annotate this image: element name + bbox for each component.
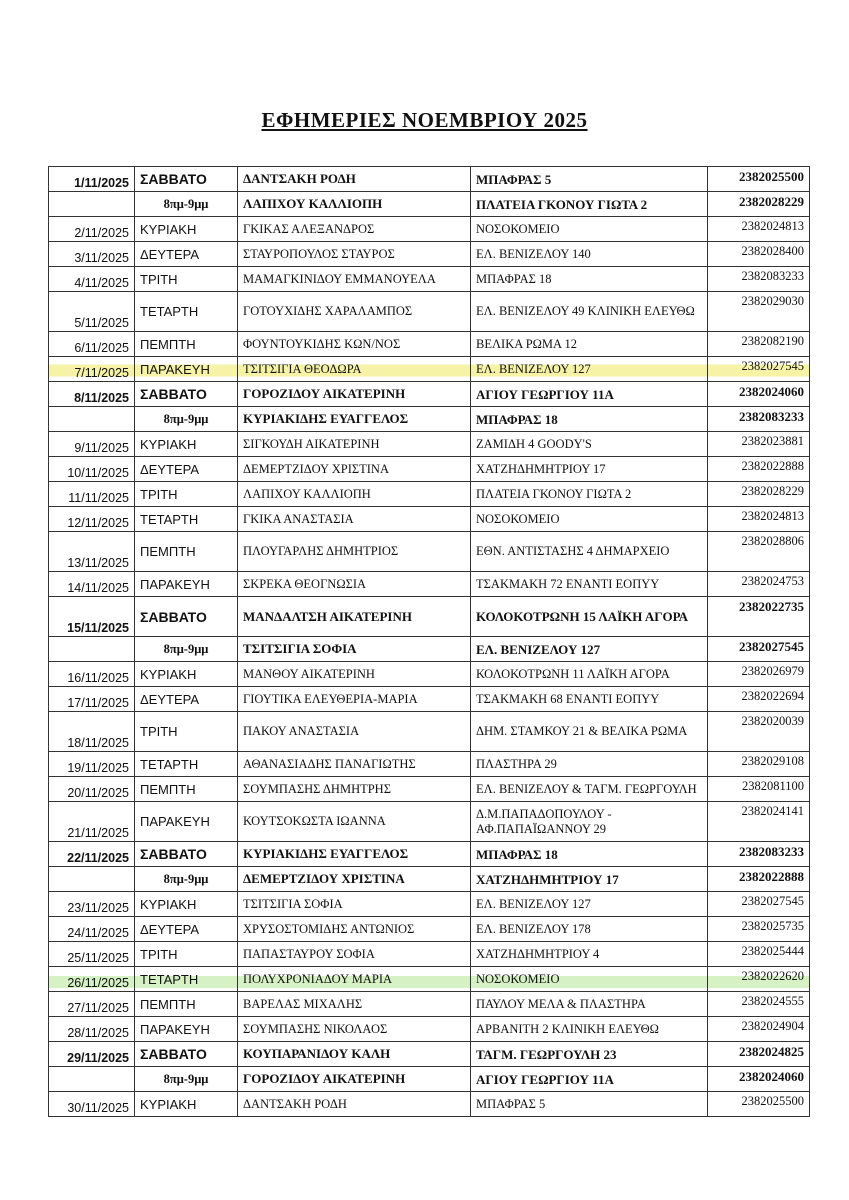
address-cell: ΔΗΜ. ΣΤΑΜΚΟΥ 21 & ΒΕΛΙΚΑ ΡΩΜΑ xyxy=(471,712,708,752)
day-cell: ΣΑΒΒΑΤΟ xyxy=(135,382,238,407)
table-row xyxy=(49,662,810,687)
date-cell: 24/11/2025 xyxy=(49,917,135,942)
table-row xyxy=(49,242,810,267)
day-cell: 8πμ-9μμ xyxy=(135,192,238,217)
pharmacist-name-cell: ΛΑΠΙΧΟΥ ΚΑΛΛΙΟΠΗ xyxy=(238,482,471,507)
day-cell: ΠΑΡΑΚΕΥΗ xyxy=(135,572,238,597)
pharmacist-name-cell: ΣΚΡΕΚΑ ΘΕΟΓΝΩΣΙΑ xyxy=(238,572,471,597)
date-cell: 25/11/2025 xyxy=(49,942,135,967)
table-row xyxy=(49,167,810,192)
address-cell: ΑΓΙΟΥ ΓΕΩΡΓΙΟΥ 11Α xyxy=(471,1067,708,1092)
pharmacist-name-cell: ΔΕΜΕΡΤΖΙΔΟΥ ΧΡΙΣΤΙΝΑ xyxy=(238,457,471,482)
phone-cell: 2382022888 xyxy=(708,867,810,892)
table-row xyxy=(49,457,810,482)
pharmacist-name-cell: ΔΑΝΤΣΑΚΗ ΡΟΔΗ xyxy=(238,167,471,192)
day-cell: ΤΕΤΑΡΤΗ xyxy=(135,507,238,532)
address-cell: ΜΠΑΦΡΑΣ 18 xyxy=(471,407,708,432)
pharmacist-name-cell: ΜΑΜΑΓΚΙΝΙΔΟΥ ΕΜΜΑΝΟΥΕΛΑ xyxy=(238,267,471,292)
date-cell xyxy=(49,1067,135,1092)
address-cell: ΒΕΛΙΚΑ ΡΩΜΑ 12 xyxy=(471,332,708,357)
pharmacist-name-cell: ΠΑΠΑΣΤΑΥΡΟΥ ΣΟΦΙΑ xyxy=(238,942,471,967)
phone-cell: 2382082190 xyxy=(708,332,810,357)
date-cell: 11/11/2025 xyxy=(49,482,135,507)
table-row xyxy=(49,267,810,292)
day-cell: ΤΕΤΑΡΤΗ xyxy=(135,967,238,992)
address-cell: ΜΠΑΦΡΑΣ 18 xyxy=(471,267,708,292)
address-cell: ΤΣΑΚΜΑΚΗ 72 ΕΝΑΝΤΙ ΕΟΠΥΥ xyxy=(471,572,708,597)
pharmacist-name-cell: ΔΕΜΕΡΤΖΙΔΟΥ ΧΡΙΣΤΙΝΑ xyxy=(238,867,471,892)
pharmacist-name-cell: ΠΟΛΥΧΡΟΝΙΑΔΟΥ ΜΑΡΙΑ xyxy=(238,967,471,992)
address-cell: ΧΑΤΖΗΔΗΜΗΤΡΙΟΥ 17 xyxy=(471,457,708,482)
table-row xyxy=(49,777,810,802)
table-row xyxy=(49,942,810,967)
day-cell: ΣΑΒΒΑΤΟ xyxy=(135,167,238,192)
date-cell: 10/11/2025 xyxy=(49,457,135,482)
address-cell: ΧΑΤΖΗΔΗΜΗΤΡΙΟΥ 17 xyxy=(471,867,708,892)
pharmacist-name-cell: ΓΟΤΟΥΧΙΔΗΣ ΧΑΡΑΛΑΜΠΟΣ xyxy=(238,292,471,332)
day-cell: ΣΑΒΒΑΤΟ xyxy=(135,842,238,867)
day-cell: ΚΥΡΙΑΚΗ xyxy=(135,1092,238,1117)
phone-cell: 2382027545 xyxy=(708,637,810,662)
address-cell: ΕΛ. ΒΕΝΙΖΕΛΟΥ & ΤΑΓΜ. ΓΕΩΡΓΟΥΛΗ xyxy=(471,777,708,802)
date-cell: 29/11/2025 xyxy=(49,1042,135,1067)
address-cell: ΠΛΑΤΕΙΑ ΓΚΟΝΟΥ ΓΙΩΤΑ 2 xyxy=(471,192,708,217)
pharmacist-name-cell: ΑΘΑΝΑΣΙΑΔΗΣ ΠΑΝΑΓΙΩΤΗΣ xyxy=(238,752,471,777)
date-cell: 14/11/2025 xyxy=(49,572,135,597)
date-cell: 3/11/2025 xyxy=(49,242,135,267)
phone-cell: 2382024813 xyxy=(708,217,810,242)
address-cell: ΕΛ. ΒΕΝΙΖΕΛΟΥ 140 xyxy=(471,242,708,267)
phone-cell: 2382022694 xyxy=(708,687,810,712)
table-row xyxy=(49,597,810,637)
pharmacist-name-cell: ΚΟΥΤΣΟΚΩΣΤΑ ΙΩΑΝΝΑ xyxy=(238,802,471,842)
pharmacist-name-cell: ΤΣΙΤΣΙΓΙΑ ΘΕΟΔΩΡΑ xyxy=(238,357,471,382)
address-cell: ΕΛ. ΒΕΝΙΖΕΛΟΥ 127 xyxy=(471,357,708,382)
date-cell: 6/11/2025 xyxy=(49,332,135,357)
pharmacist-name-cell: ΣΟΥΜΠΑΣΗΣ ΝΙΚΟΛΑΟΣ xyxy=(238,1017,471,1042)
table-row xyxy=(49,532,810,572)
table-row xyxy=(49,637,810,662)
address-cell: ΕΛ. ΒΕΝΙΖΕΛΟΥ 178 xyxy=(471,917,708,942)
table-row xyxy=(49,217,810,242)
date-cell: 4/11/2025 xyxy=(49,267,135,292)
pharmacist-name-cell: ΠΑΚΟΥ ΑΝΑΣΤΑΣΙΑ xyxy=(238,712,471,752)
address-cell: ΕΘΝ. ΑΝΤΙΣΤΑΣΗΣ 4 ΔΗΜΑΡΧΕΙΟ xyxy=(471,532,708,572)
pharmacist-name-cell: ΦΟΥΝΤΟΥΚΙΔΗΣ ΚΩΝ/ΝΟΣ xyxy=(238,332,471,357)
pharmacist-name-cell: ΣΙΓΚΟΥΔΗ ΑΙΚΑΤΕΡΙΝΗ xyxy=(238,432,471,457)
day-cell: ΚΥΡΙΑΚΗ xyxy=(135,892,238,917)
table-row xyxy=(49,992,810,1017)
address-cell: ΧΑΤΖΗΔΗΜΗΤΡΙΟΥ 4 xyxy=(471,942,708,967)
address-cell: ΕΛ. ΒΕΝΙΖΕΛΟΥ 49 ΚΛΙΝΙΚΗ ΕΛΕΥΘΩ xyxy=(471,292,708,332)
address-cell: ΚΟΛΟΚΟΤΡΩΝΗ 11 ΛΑΪΚΗ ΑΓΟΡΑ xyxy=(471,662,708,687)
pharmacist-name-cell: ΤΣΙΤΣΙΓΙΑ ΣΟΦΙΑ xyxy=(238,892,471,917)
day-cell: ΚΥΡΙΑΚΗ xyxy=(135,217,238,242)
table-row xyxy=(49,1017,810,1042)
table-row xyxy=(49,1067,810,1092)
address-cell: ΝΟΣΟΚΟΜΕΙΟ xyxy=(471,507,708,532)
address-cell: ΜΠΑΦΡΑΣ 18 xyxy=(471,842,708,867)
table-row xyxy=(49,967,810,992)
address-cell: Δ.Μ.ΠΑΠΑΔΟΠΟΥΛΟΥ - ΑΦ.ΠΑΠΑΪΩΑΝΝΟΥ 29 xyxy=(471,802,708,842)
phone-cell: 2382027545 xyxy=(708,892,810,917)
phone-cell: 2382024141 xyxy=(708,802,810,842)
table-row xyxy=(49,292,810,332)
pharmacist-name-cell: ΣΟΥΜΠΑΣΗΣ ΔΗΜΗΤΡΗΣ xyxy=(238,777,471,802)
phone-cell: 2382025735 xyxy=(708,917,810,942)
table-row xyxy=(49,867,810,892)
address-cell: ΕΛ. ΒΕΝΙΖΕΛΟΥ 127 xyxy=(471,892,708,917)
date-cell: 7/11/2025 xyxy=(49,357,135,382)
pharmacist-name-cell: ΚΥΡΙΑΚΙΔΗΣ ΕΥΑΓΓΕΛΟΣ xyxy=(238,407,471,432)
date-cell: 12/11/2025 xyxy=(49,507,135,532)
date-cell xyxy=(49,407,135,432)
address-cell: ΕΛ. ΒΕΝΙΖΕΛΟΥ 127 xyxy=(471,637,708,662)
table-row xyxy=(49,712,810,752)
day-cell: ΚΥΡΙΑΚΗ xyxy=(135,432,238,457)
date-cell: 21/11/2025 xyxy=(49,802,135,842)
table-row xyxy=(49,507,810,532)
pharmacist-name-cell: ΚΥΡΙΑΚΙΔΗΣ ΕΥΑΓΓΕΛΟΣ xyxy=(238,842,471,867)
address-cell: ΑΡΒΑΝΙΤΗ 2 ΚΛΙΝΙΚΗ ΕΛΕΥΘΩ xyxy=(471,1017,708,1042)
phone-cell: 2382024753 xyxy=(708,572,810,597)
pharmacist-name-cell: ΓΚΙΚΑ ΑΝΑΣΤΑΣΙΑ xyxy=(238,507,471,532)
day-cell: ΚΥΡΙΑΚΗ xyxy=(135,662,238,687)
phone-cell: 2382028229 xyxy=(708,482,810,507)
pharmacist-name-cell: ΤΣΙΤΣΙΓΙΑ ΣΟΦΙΑ xyxy=(238,637,471,662)
phone-cell: 2382022620 xyxy=(708,967,810,992)
date-cell: 20/11/2025 xyxy=(49,777,135,802)
pharmacist-name-cell: ΓΙΟΥΤΙΚΑ ΕΛΕΥΘΕΡΙΑ-ΜΑΡΙΑ xyxy=(238,687,471,712)
phone-cell: 2382028400 xyxy=(708,242,810,267)
table-row xyxy=(49,382,810,407)
day-cell: ΤΡΙΤΗ xyxy=(135,482,238,507)
table-row xyxy=(49,842,810,867)
address-cell: ΤΑΓΜ. ΓΕΩΡΓΟΥΛΗ 23 xyxy=(471,1042,708,1067)
address-cell: ΜΠΑΦΡΑΣ 5 xyxy=(471,1092,708,1117)
phone-cell: 2382024825 xyxy=(708,1042,810,1067)
date-cell: 9/11/2025 xyxy=(49,432,135,457)
pharmacist-name-cell: ΜΑΝΔΑΛΤΣΗ ΑΙΚΑΤΕΡΙΝΗ xyxy=(238,597,471,637)
pharmacist-name-cell: ΠΛΟΥΓΑΡΛΗΣ ΔΗΜΗΤΡΙΟΣ xyxy=(238,532,471,572)
address-cell: ΝΟΣΟΚΟΜΕΙΟ xyxy=(471,217,708,242)
day-cell: 8πμ-9μμ xyxy=(135,867,238,892)
day-cell: ΠΕΜΠΤΗ xyxy=(135,332,238,357)
pharmacist-name-cell: ΓΚΙΚΑΣ ΑΛΕΞΑΝΔΡΟΣ xyxy=(238,217,471,242)
day-cell: ΠΕΜΠΤΗ xyxy=(135,532,238,572)
phone-cell: 2382083233 xyxy=(708,407,810,432)
table-row xyxy=(49,892,810,917)
phone-cell: 2382029108 xyxy=(708,752,810,777)
address-cell: ΑΓΙΟΥ ΓΕΩΡΓΙΟΥ 11Α xyxy=(471,382,708,407)
pharmacist-name-cell: ΚΟΥΠΑΡΑΝΙΔΟΥ ΚΑΛΗ xyxy=(238,1042,471,1067)
date-cell xyxy=(49,867,135,892)
date-cell: 18/11/2025 xyxy=(49,712,135,752)
date-cell: 22/11/2025 xyxy=(49,842,135,867)
day-cell: ΤΡΙΤΗ xyxy=(135,942,238,967)
phone-cell: 2382024813 xyxy=(708,507,810,532)
date-cell: 13/11/2025 xyxy=(49,532,135,572)
day-cell: ΤΕΤΑΡΤΗ xyxy=(135,752,238,777)
date-cell xyxy=(49,637,135,662)
table-row xyxy=(49,917,810,942)
day-cell: ΔΕΥΤΕΡΑ xyxy=(135,457,238,482)
phone-cell: 2382027545 xyxy=(708,357,810,382)
phone-cell: 2382025500 xyxy=(708,1092,810,1117)
pharmacist-name-cell: ΧΡΥΣΟΣΤΟΜΙΔΗΣ ΑΝΤΩΝΙΟΣ xyxy=(238,917,471,942)
address-cell: ΜΠΑΦΡΑΣ 5 xyxy=(471,167,708,192)
phone-cell: 2382029030 xyxy=(708,292,810,332)
table-row xyxy=(49,432,810,457)
date-cell: 17/11/2025 xyxy=(49,687,135,712)
date-cell: 28/11/2025 xyxy=(49,1017,135,1042)
day-cell: ΤΕΤΑΡΤΗ xyxy=(135,292,238,332)
duty-schedule-table xyxy=(48,166,810,1117)
date-cell: 5/11/2025 xyxy=(49,292,135,332)
day-cell: 8πμ-9μμ xyxy=(135,1067,238,1092)
date-cell: 1/11/2025 xyxy=(49,167,135,192)
date-cell: 8/11/2025 xyxy=(49,382,135,407)
address-cell: ΠΛΑΤΕΙΑ ΓΚΟΝΟΥ ΓΙΩΤΑ 2 xyxy=(471,482,708,507)
phone-cell: 2382022888 xyxy=(708,457,810,482)
phone-cell: 2382028229 xyxy=(708,192,810,217)
day-cell: ΔΕΥΤΕΡΑ xyxy=(135,242,238,267)
date-cell: 16/11/2025 xyxy=(49,662,135,687)
phone-cell: 2382026979 xyxy=(708,662,810,687)
day-cell: ΠΑΡΑΚΕΥΗ xyxy=(135,802,238,842)
day-cell: ΣΑΒΒΑΤΟ xyxy=(135,597,238,637)
address-cell: ΤΣΑΚΜΑΚΗ 68 ΕΝΑΝΤΙ ΕΟΠΥΥ xyxy=(471,687,708,712)
day-cell: ΠΑΡΑΚΕΥΗ xyxy=(135,357,238,382)
phone-cell: 2382024060 xyxy=(708,382,810,407)
phone-cell: 2382024555 xyxy=(708,992,810,1017)
table-row xyxy=(49,752,810,777)
phone-cell: 2382023881 xyxy=(708,432,810,457)
day-cell: ΤΡΙΤΗ xyxy=(135,267,238,292)
date-cell: 2/11/2025 xyxy=(49,217,135,242)
pharmacist-name-cell: ΒΑΡΕΛΑΣ ΜΙΧΑΛΗΣ xyxy=(238,992,471,1017)
address-cell: ΝΟΣΟΚΟΜΕΙΟ xyxy=(471,967,708,992)
address-cell: ΠΑΥΛΟΥ ΜΕΛΑ & ΠΛΑΣΤΗΡΑ xyxy=(471,992,708,1017)
table-row xyxy=(49,357,810,382)
pharmacist-name-cell: ΔΑΝΤΣΑΚΗ ΡΟΔΗ xyxy=(238,1092,471,1117)
table-row xyxy=(49,482,810,507)
pharmacist-name-cell: ΛΑΠΙΧΟΥ ΚΑΛΛΙΟΠΗ xyxy=(238,192,471,217)
day-cell: ΔΕΥΤΕΡΑ xyxy=(135,687,238,712)
phone-cell: 2382020039 xyxy=(708,712,810,752)
table-row xyxy=(49,802,810,842)
day-cell: ΠΕΜΠΤΗ xyxy=(135,992,238,1017)
day-cell: ΤΡΙΤΗ xyxy=(135,712,238,752)
pharmacist-name-cell: ΓΟΡΟΖΙΔΟΥ ΑΙΚΑΤΕΡΙΝΗ xyxy=(238,382,471,407)
table-row xyxy=(49,1042,810,1067)
day-cell: ΠΕΜΠΤΗ xyxy=(135,777,238,802)
phone-cell: 2382024904 xyxy=(708,1017,810,1042)
date-cell: 30/11/2025 xyxy=(49,1092,135,1117)
phone-cell: 2382022735 xyxy=(708,597,810,637)
phone-cell: 2382083233 xyxy=(708,842,810,867)
date-cell: 23/11/2025 xyxy=(49,892,135,917)
address-cell: ΖΑΜΙΔΗ 4 GOODY'S xyxy=(471,432,708,457)
pharmacist-name-cell: ΣΤΑΥΡΟΠΟΥΛΟΣ ΣΤΑΥΡΟΣ xyxy=(238,242,471,267)
phone-cell: 2382081100 xyxy=(708,777,810,802)
phone-cell: 2382028806 xyxy=(708,532,810,572)
table-row xyxy=(49,407,810,432)
phone-cell: 2382025444 xyxy=(708,942,810,967)
day-cell: 8πμ-9μμ xyxy=(135,407,238,432)
table-row xyxy=(49,687,810,712)
pharmacist-name-cell: ΓΟΡΟΖΙΔΟΥ ΑΙΚΑΤΕΡΙΝΗ xyxy=(238,1067,471,1092)
address-cell: ΠΛΑΣΤΗΡΑ 29 xyxy=(471,752,708,777)
table-row xyxy=(49,332,810,357)
day-cell: 8πμ-9μμ xyxy=(135,637,238,662)
pharmacist-name-cell: ΜΑΝΘΟΥ ΑΙΚΑΤΕΡΙΝΗ xyxy=(238,662,471,687)
phone-cell: 2382025500 xyxy=(708,167,810,192)
day-cell: ΣΑΒΒΑΤΟ xyxy=(135,1042,238,1067)
table-row xyxy=(49,1092,810,1117)
date-cell: 15/11/2025 xyxy=(49,597,135,637)
date-cell: 27/11/2025 xyxy=(49,992,135,1017)
date-cell: 26/11/2025 xyxy=(49,967,135,992)
table-row xyxy=(49,192,810,217)
date-cell xyxy=(49,192,135,217)
phone-cell: 2382083233 xyxy=(708,267,810,292)
phone-cell: 2382024060 xyxy=(708,1067,810,1092)
day-cell: ΔΕΥΤΕΡΑ xyxy=(135,917,238,942)
table-row xyxy=(49,572,810,597)
date-cell: 19/11/2025 xyxy=(49,752,135,777)
page-title: ΕΦΗΜΕΡΙΕΣ ΝΟΕΜΒΡΙΟΥ 2025 xyxy=(261,108,588,132)
address-cell: ΚΟΛΟΚΟΤΡΩΝΗ 15 ΛΑΪΚΗ ΑΓΟΡΑ xyxy=(471,597,708,637)
day-cell: ΠΑΡΑΚΕΥΗ xyxy=(135,1017,238,1042)
